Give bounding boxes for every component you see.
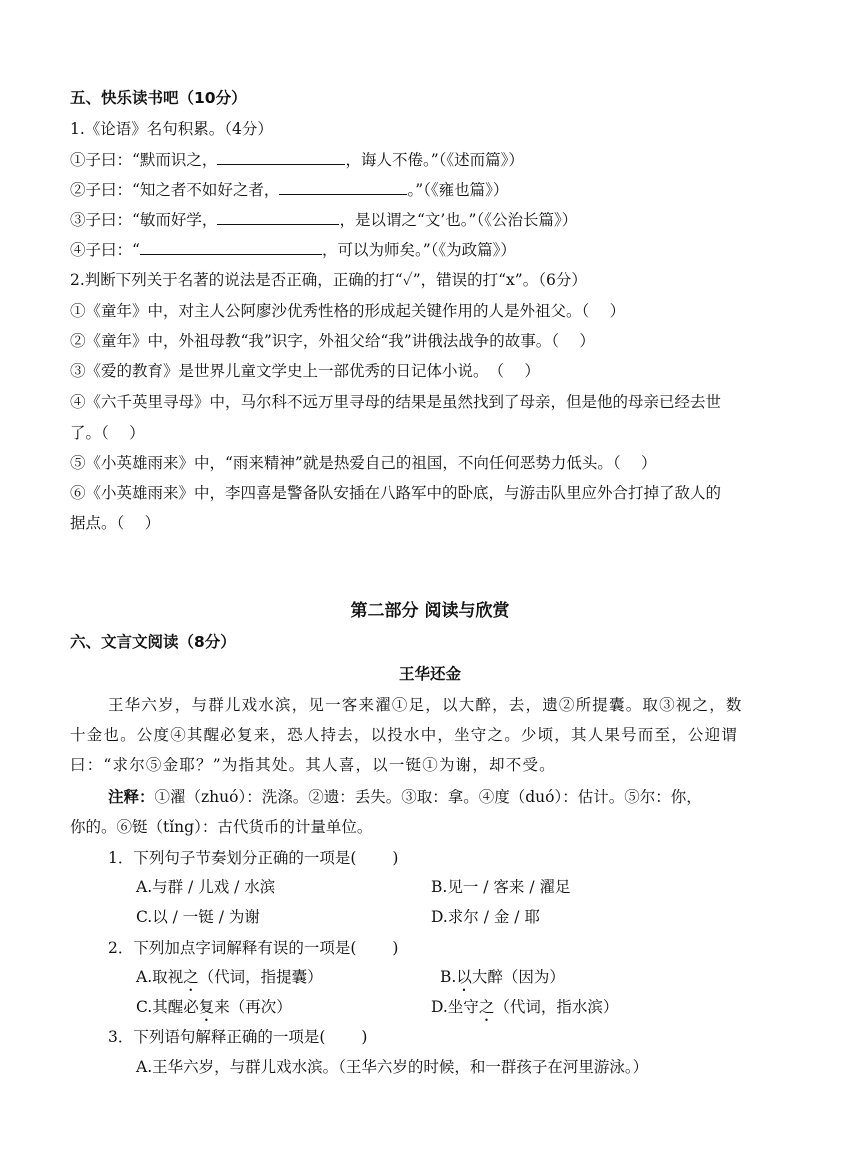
text: （代词，指提囊）: [198, 968, 323, 986]
analects-line-4: [70, 239, 516, 260]
text: ③子曰：“敏而好学，: [70, 211, 218, 229]
mc-question-2-option-a[interactable]: [136, 967, 323, 995]
text: C.其醒必: [136, 998, 199, 1016]
analects-line-1: [70, 149, 524, 170]
mc-question-2-stem: 2．下列加点字词解释有误的一项是( ): [108, 939, 399, 957]
text: ，可以为师矣。”（《为政篇》）: [321, 241, 516, 259]
question-1-stem: 1.《论语》名句积累。（4分）: [70, 120, 273, 138]
judge-item-4a[interactable]: ④《六千英里寻母》中，马尔科不远万里寻母的结果是虽然找到了母亲，但是他的母亲已经去世: [70, 393, 722, 411]
text: 来（再次）: [214, 998, 292, 1016]
text: ①濯（zhuó）：洗涤。②遗：丢失。③取：拿。④度（duó）：估计。⑤尔：你，: [154, 788, 702, 806]
passage-line-1: 王华六岁，与群儿戏水滨，见一客来濯①足，以大醉，去，遗②所提囊。取③视之，数: [108, 696, 743, 714]
text: 大醉（因为）: [471, 968, 565, 986]
mc-question-3-option-a[interactable]: A.王华六岁，与群儿戏水滨。（王华六岁的时候，和一群孩子在河里游泳。）: [136, 1058, 649, 1076]
notes-line-2: 你的。⑥铤（tǐng）：古代货币的计量单位。: [70, 818, 373, 836]
mc-question-1-option-b[interactable]: B.见一 / 客来 / 濯足: [431, 878, 571, 896]
section-6-title: 六、文言文阅读（8分）: [70, 633, 236, 651]
mc-question-1-option-c[interactable]: C.以 / 一铤 / 为谢: [136, 908, 260, 926]
text: A.取视: [136, 968, 184, 986]
mc-question-3-stem: 3．下列语句解释正确的一项是( ): [108, 1028, 368, 1046]
judge-item-2[interactable]: ②《童年》中，外祖母教“我”识字，外祖父给“我”讲俄法战争的故事。（ ）: [70, 332, 595, 350]
notes-label: 注释：: [108, 788, 155, 806]
text: （代词，指水滨）: [494, 998, 619, 1016]
dotted-char: 之: [478, 998, 495, 1016]
judge-item-6b[interactable]: 据点。（ ）: [70, 514, 161, 532]
text: ，诲人不倦。”（《述而篇》）: [345, 151, 524, 169]
mc-question-2-option-d[interactable]: [431, 997, 618, 1025]
passage-title: 王华还金: [398, 665, 461, 683]
dotted-char: 之: [183, 968, 199, 986]
passage-line-3: 曰：“求尔⑤金耶？”为指其处。其人喜，以一铤①为谢，却不受。: [70, 756, 556, 774]
text: ①子曰：“默而识之，: [70, 151, 218, 169]
mc-question-2-option-b[interactable]: [440, 967, 565, 995]
passage-line-2: 十金也。公度④其醒必复来，恐人持去，以投水中，坐守之。少顷，其人果号而至，公迎谓: [70, 726, 739, 744]
mc-question-1-option-a[interactable]: A.与群 / 儿戏 / 水滨: [136, 878, 276, 896]
analects-line-3: [70, 209, 577, 230]
notes-line-1: [108, 787, 702, 807]
analects-line-2: [70, 179, 508, 200]
mc-question-2-option-c[interactable]: [136, 997, 292, 1025]
text: ，是以谓之“文’也。”（《公治长篇》）: [339, 211, 578, 229]
text: ④子曰：“: [70, 241, 140, 259]
judge-item-3[interactable]: ③《爱的教育》是世界儿童文学史上一部优秀的日记体小说。 （ ）: [70, 362, 540, 380]
fill-blank[interactable]: [217, 209, 339, 225]
dotted-char: 以: [456, 968, 472, 986]
text: D.坐守: [431, 998, 479, 1016]
text: B.: [440, 968, 457, 986]
text: 。”（《雍也篇》）: [407, 181, 509, 199]
part-2-title: 第二部分 阅读与欣赏: [350, 601, 510, 621]
mc-question-1-option-d[interactable]: D.求尔 / 金 / 耶: [431, 908, 540, 926]
fill-blank[interactable]: [217, 149, 345, 165]
section-5-title: 五、快乐读书吧（10分）: [70, 89, 247, 107]
dotted-char: 复: [198, 998, 215, 1016]
judge-item-6a[interactable]: ⑥《小英雄雨来》中，李四喜是警备队安插在八路军中的卧底，与游击队里应外合打掉了敌人的: [70, 484, 722, 502]
fill-blank[interactable]: [140, 239, 322, 255]
judge-item-5[interactable]: ⑤《小英雄雨来》中，“雨来精神”就是热爱自己的祖国，不向任何恶势力低头。（ ）: [70, 454, 657, 472]
judge-item-1[interactable]: ①《童年》中，对主人公阿廖沙优秀性格的形成起关键作用的人是外祖父。（ ）: [70, 302, 626, 320]
mc-question-1-stem: 1．下列句子节奏划分正确的一项是( ): [108, 849, 399, 867]
text: ②子曰：“知之者不如好之者，: [70, 181, 280, 199]
fill-blank[interactable]: [279, 179, 407, 195]
judge-item-4b[interactable]: 了。（ ）: [70, 424, 145, 442]
question-2-stem: 2.判断下列关于名著的说法是否正确，正确的打“✓”，错误的打“x”。（6分）: [70, 271, 587, 289]
